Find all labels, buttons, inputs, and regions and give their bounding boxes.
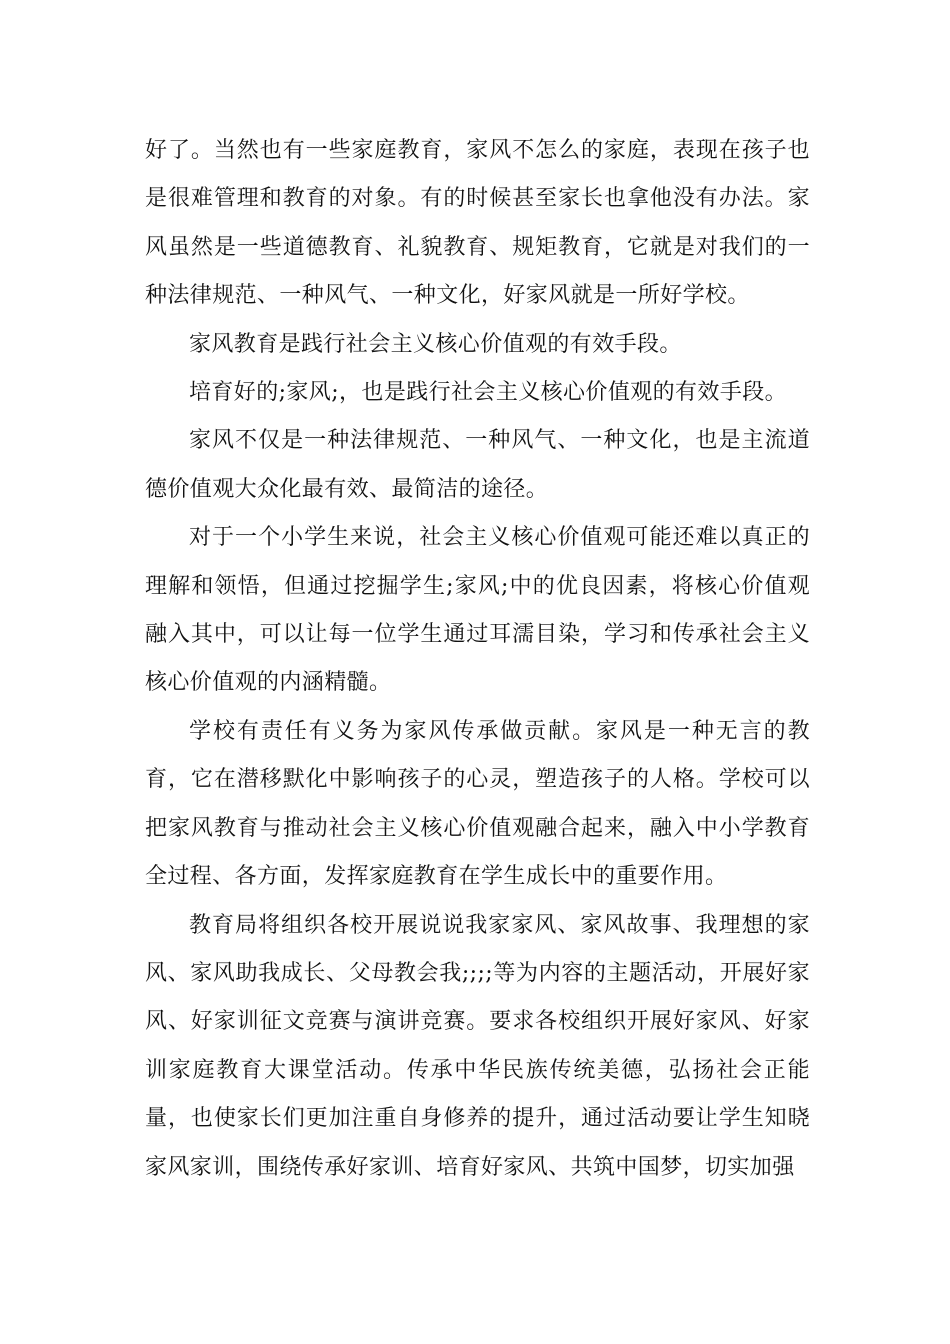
paragraph-1: 好了。当然也有一些家庭教育，家风不怎么的家庭，表现在孩子也是很难管理和教育的对象。有的时候甚至家长也拿他没有办法。家风虽然是一些道德教育、礼貌教育、规矩教育，它就是对我们的一种法律规范、一种风气、一种文化，好家风就是一所好学校。 [145,138,810,309]
paragraph-2: 家风教育是践行社会主义核心价值观的有效手段。 [189,331,682,357]
paragraph-4: 家风不仅是一种法律规范、一种风气、一种文化，也是主流道德价值观大众化最有效、最简洁的途径。 [145,428,810,502]
paragraph-5: 对于一个小学生来说，社会主义核心价值观可能还难以真正的理解和领悟，但通过挖掘学生;家风;中的优良因素，将核心价值观融入其中，可以让每一位学生通过耳濡目染，学习和传承社会主义核心价值观的内涵精髓。 [145,525,810,696]
paragraph-3: 培育好的;家风;，也是践行社会主义核心价值观的有效手段。 [189,380,788,406]
paragraph-6: 学校有责任有义务为家风传承做贡献。家风是一种无言的教育，它在潜移默化中影响孩子的心灵，塑造孩子的人格。学校可以把家风教育与推动社会主义核心价值观融合起来，融入中小学教育全过程、各方面，发挥家庭教育在学生成长中的重要作用。 [145,718,810,890]
document-body [145,127,810,1192]
paragraph-7: 教育局将组织各校开展说说我家家风、家风故事、我理想的家风、家风助我成长、父母教会我;;;;等为内容的主题活动，开展好家风、好家训征文竞赛与演讲竞赛。要求各校组织开展好家风、好家训家庭教育大课堂活动。传承中华民族传统美德，弘扬社会正能量，也使家长们更加注重自身修养的提升，通过活动要让学生知晓家风家训，围绕传承好家训、培育好家风、共筑中国梦，切实加强 [145,912,810,1180]
